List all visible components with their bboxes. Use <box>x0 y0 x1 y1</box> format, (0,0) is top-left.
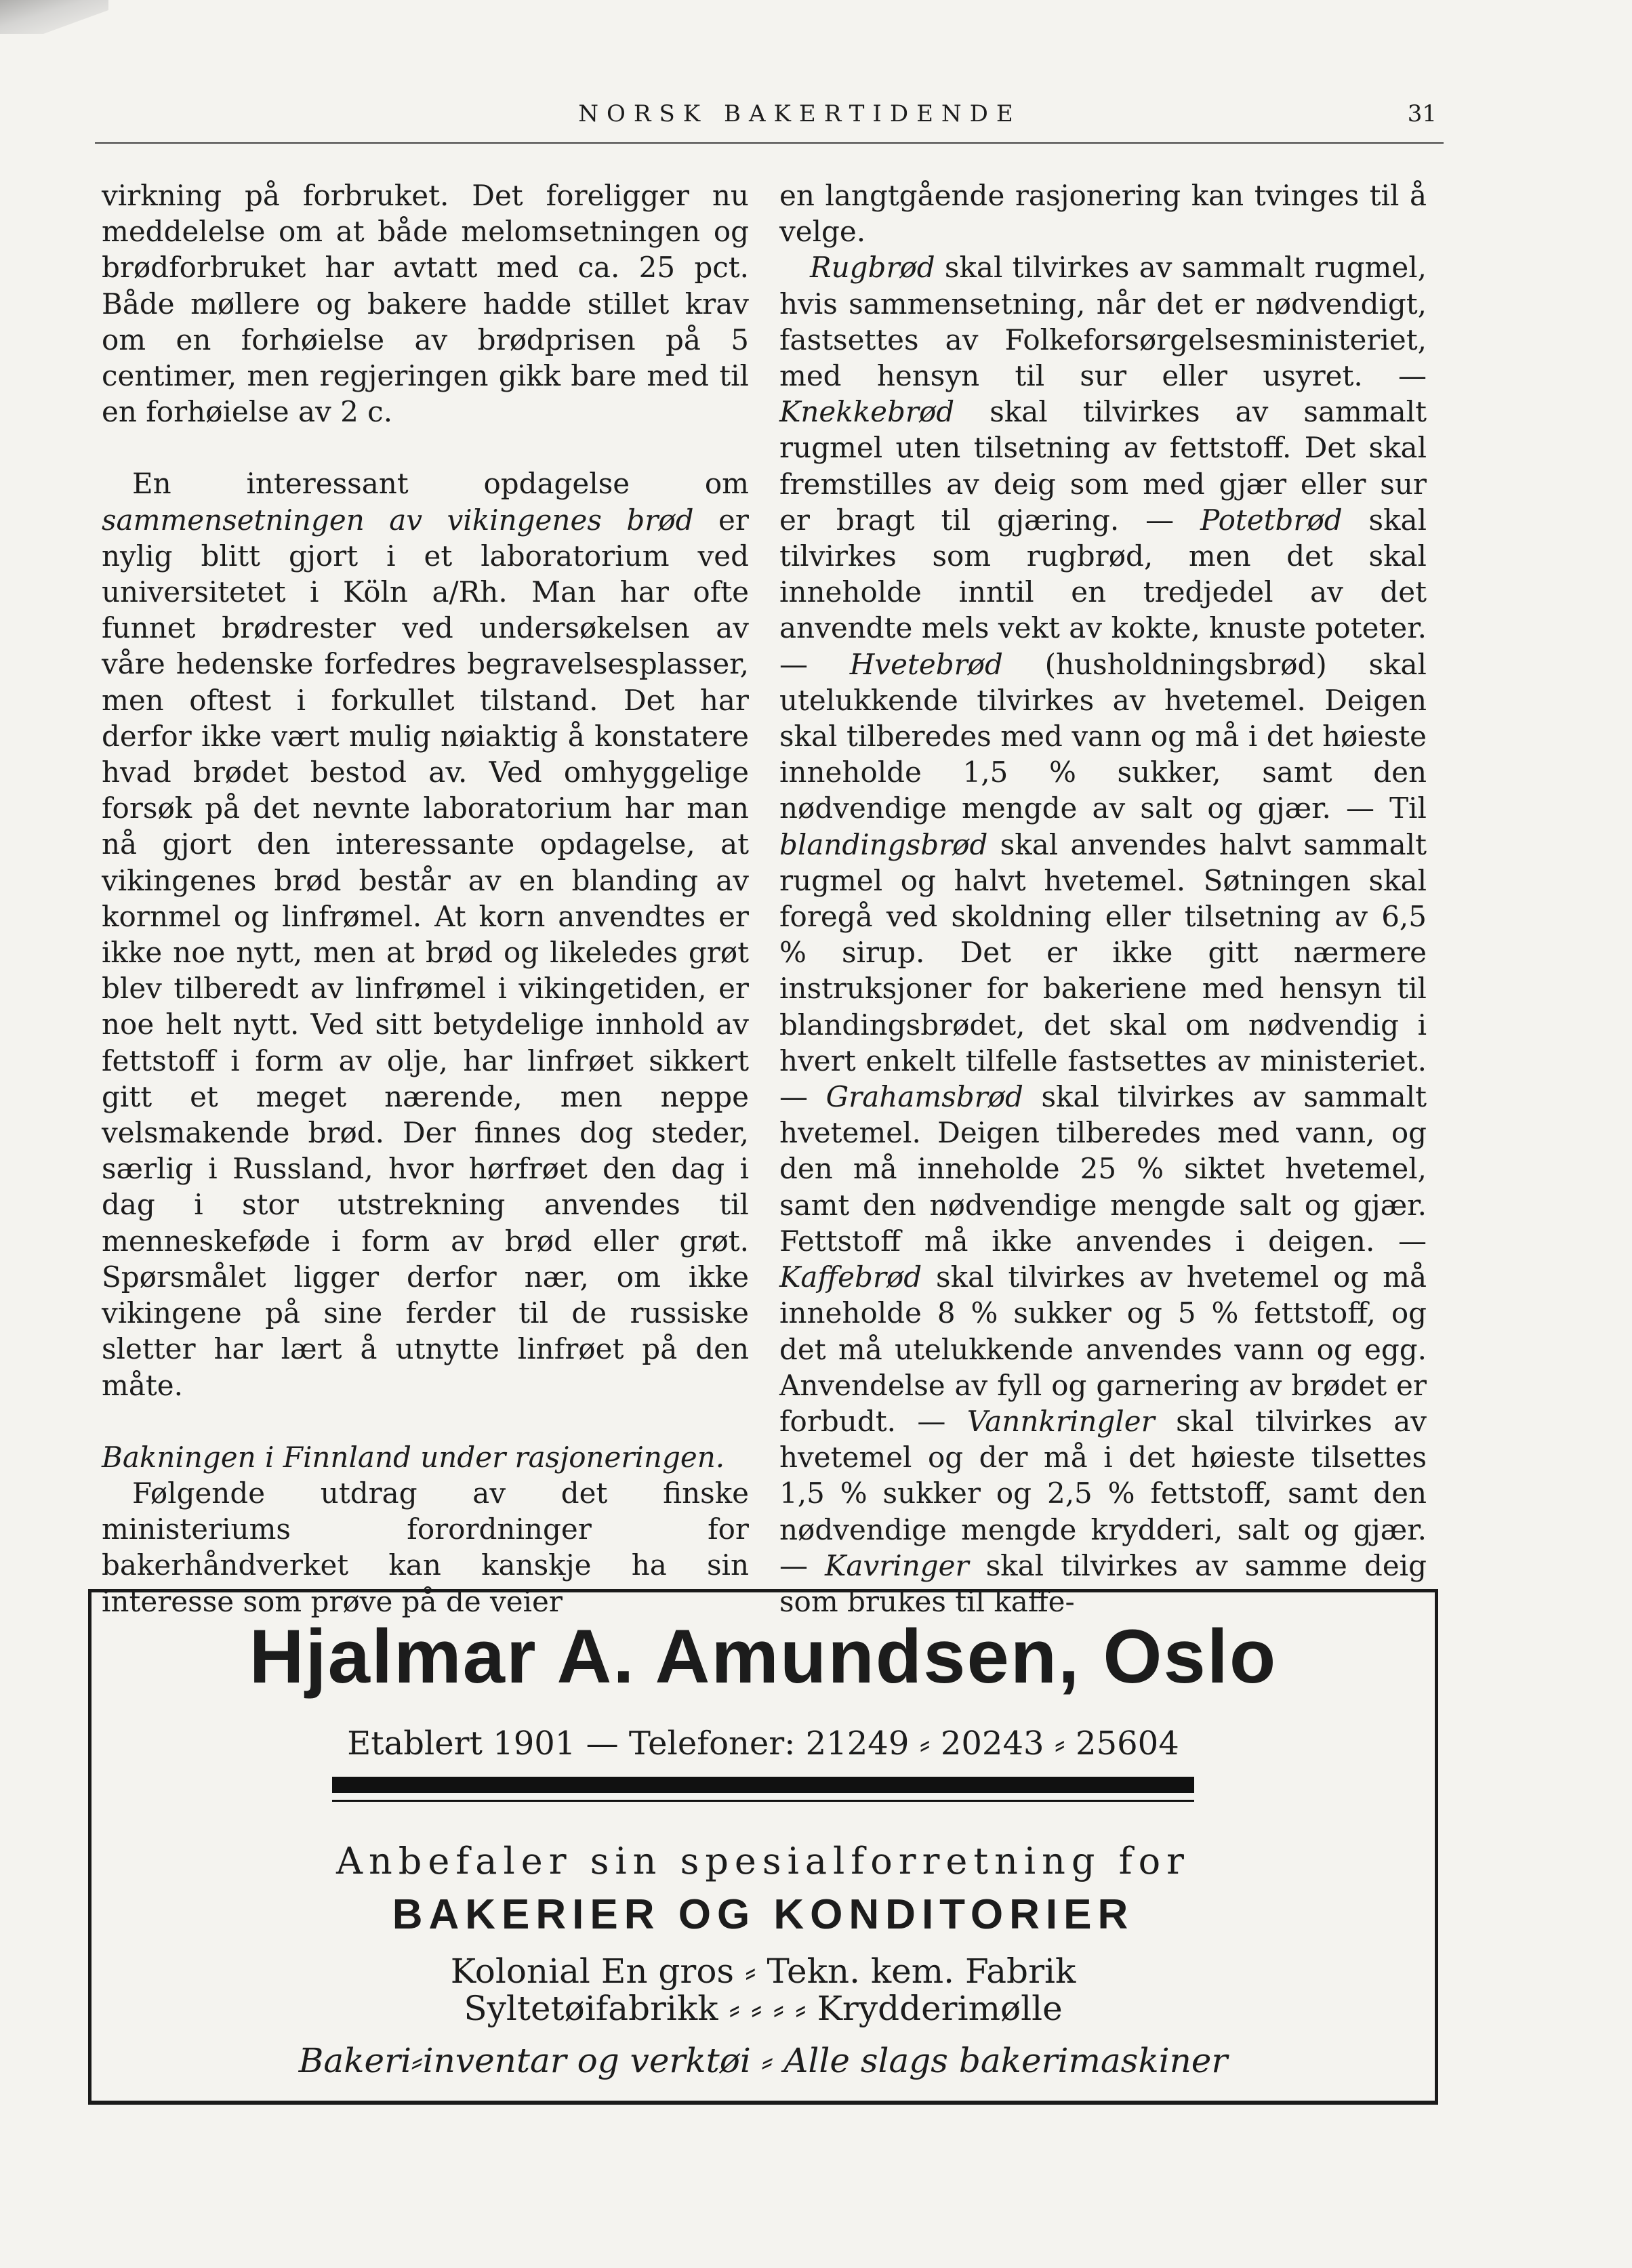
ad-services-line-1: Kolonial En gros ⸗ Tekn. kem. Fabrik <box>450 1952 1076 1991</box>
bread-rule-text: skal tilvirkes av sammalt hvetemel. Deigen tilberedes med vann, og den må inneholde 25 % siktet hvetemel, samt den nødvendige mengde salt og gjær. Fettstoff må ikke anvendes i deigen. — <box>779 1080 1427 1258</box>
ad-heavy-rule <box>332 1777 1194 1793</box>
ad-trade-heading: BAKERIER OG KONDITORIER <box>392 1891 1135 1938</box>
paragraph-forbruket: virkning på forbruket. Det foreligger nu meddelelse om at både melomsetningen og brødforbruket har avtatt med ca. 25 pct. Både møllere og bakere hadde stillet krav om en forhøielse av brødprisen på 5 centimer, men regjeringen gikk bare med til en forhøielse av 2 c. <box>102 179 749 429</box>
bread-type-name: Potetbrød <box>1200 503 1343 537</box>
ad-services-line-2: Syltetøifabrikk ⸗ ⸗ ⸗ ⸗ Krydderimølle <box>464 1989 1063 2028</box>
vikinger-body: er nylig blitt gjort i et laboratorium ved universitetet i Köln a/Rh. Man har ofte funnet brødrester ved undersøkelsen av våre hedenske forfedres begravelsesplasser, men oftest i forkullet tilstand. Det har derfor ikke vært mulig nøiaktig å konstatere hvad brødet bestod av. Ved omhyggelige forsøk på det nevnte laboratorium har man nå gjort den interessante opdagelse, at vikingenes brød består av en blanding av kornmel og linfrømel. At korn anvendtes er ikke noe nytt, men at brød og likeledes grøt blev tilberedt av linfrømel i vikingetiden, er noe helt nytt. Ved sitt betydelige innhold av fettstoff i form av olje, har linfrøet sikkert gitt et meget nærende, men neppe velsmakende brød. Der finnes dog steder, særlig i Russland, hvor hørfrøet den dag i dag i stor utstrekning anvendes til menneskeføde i form av brød eller grøt. Spørsmålet ligger derfor nær, om ikke vikingene på sine ferder til de russiske sletter har lært å utnytte linfrøet på den måte. <box>102 503 749 1402</box>
bread-type-name: Vannkringler <box>966 1404 1155 1438</box>
left-column <box>102 178 749 1620</box>
header-rule <box>95 142 1444 144</box>
advertisement-box <box>88 1589 1438 2104</box>
bottom-rule <box>88 2102 1438 2105</box>
bread-type-name: Knekkebrød <box>779 395 955 429</box>
running-head <box>102 100 1437 134</box>
journal-title: NORSK BAKERTIDENDE <box>578 100 1021 127</box>
ad-thin-rule <box>332 1800 1194 1802</box>
ad-equipment-line: Bakeri⸗inventar og verktøi ⸗ Alle slags bakerimaskiner <box>298 2041 1228 2080</box>
bread-type-name: blandingsbrød <box>779 827 988 861</box>
paragraph-vikinger <box>102 466 749 1403</box>
bread-rule-text: skal tilvirkes av sammalt rugmel, hvis sammensetning, når det er nødvendigt, fastsettes av Folkeforsørgelsesministeriet, med hensyn til sur eller usyret. — <box>779 251 1427 393</box>
bread-rule-text: skal tilvirkes av sammalt rugmel uten tilsetning av fettstoff. Det skal fremstilles av deig som med gjær eller sur er bragt til gjæring. — <box>779 395 1427 537</box>
paragraph-rasjonering: en langtgående rasjonering kan tvinges til å velge. <box>779 179 1427 249</box>
paragraph-bread-rules <box>779 249 1427 1620</box>
paragraph-finnland-intro: Følgende utdrag av det finske ministeriums forordninger for bakerhåndverket kan kanskje ha sin interesse som prøve på de veier <box>102 1476 749 1618</box>
scan-edge-shadow <box>0 0 108 34</box>
bread-rule-text: skal tilvirkes av samme deig som brukes til kaffe- <box>779 1548 1427 1618</box>
bread-rule-text: skal tilvirkes som rugbrød, men det skal inneholde inntil en tredjedel av det anvendte mels vekt av kokte, knuste poteter. — <box>779 503 1427 681</box>
right-column <box>779 178 1427 1620</box>
bread-type-name: Grahamsbrød <box>825 1080 1023 1114</box>
ad-contact-line: Etablert 1901 — Telefoner: 21249 ⸗ 20243 ⸗ 25604 <box>347 1725 1179 1762</box>
section-subheading: Bakningen i Finnland under rasjoneringen. <box>102 1440 725 1474</box>
page-number: 31 <box>1407 100 1437 127</box>
bread-type-name: Kavringer <box>825 1548 969 1582</box>
bread-type-name: Rugbrød <box>810 251 935 285</box>
bread-rule-text: skal anvendes halvt sammalt rugmel og halvt hvetemel. Søtningen skal foregå ved skoldning eller tilsetning av 6,5 % sirup. Det er ikke gitt nærmere instruksjoner for bakeriene med hensyn til blandingsbrødet, det skal om nødvendig i hvert enkelt tilfelle fastsettes av ministeriet. — <box>779 827 1427 1114</box>
vikinger-topic: sammensetningen av vikingenes brød <box>102 503 694 537</box>
ad-tagline: Anbefaler sin spesialforretning for <box>336 1840 1190 1882</box>
bread-rule-text: (husholdningsbrød) skal utelukkende tilvirkes av hvetemel. Deigen skal tilberedes med vann og må i det høieste inneholde 1,5 % sukker, samt den nødvendige mengde av salt og gjær. — Til <box>779 647 1427 825</box>
bread-rule-text: skal tilvirkes av hvetemel og må inneholde 8 % sukker og 5 % fettstoff, og det må utelukkende anvendes vann og egg. Anvendelse av fyll og garnering av brødet er forbudt. — <box>779 1260 1427 1438</box>
vikinger-lead: En interessant opdagelse om <box>132 467 749 501</box>
ad-company-name: Hjalmar A. Amundsen, Oslo <box>249 1614 1278 1699</box>
bread-rule-text: skal tilvirkes av hvetemel og der må i det høieste tilsettes 1,5 % sukker og 2,5 % fettstoff, samt den nødvendige mengde krydderi, salt og gjær. — <box>779 1404 1427 1582</box>
bread-type-name: Kaffebrød <box>779 1260 922 1294</box>
bread-type-name: Hvetebrød <box>849 647 1003 681</box>
